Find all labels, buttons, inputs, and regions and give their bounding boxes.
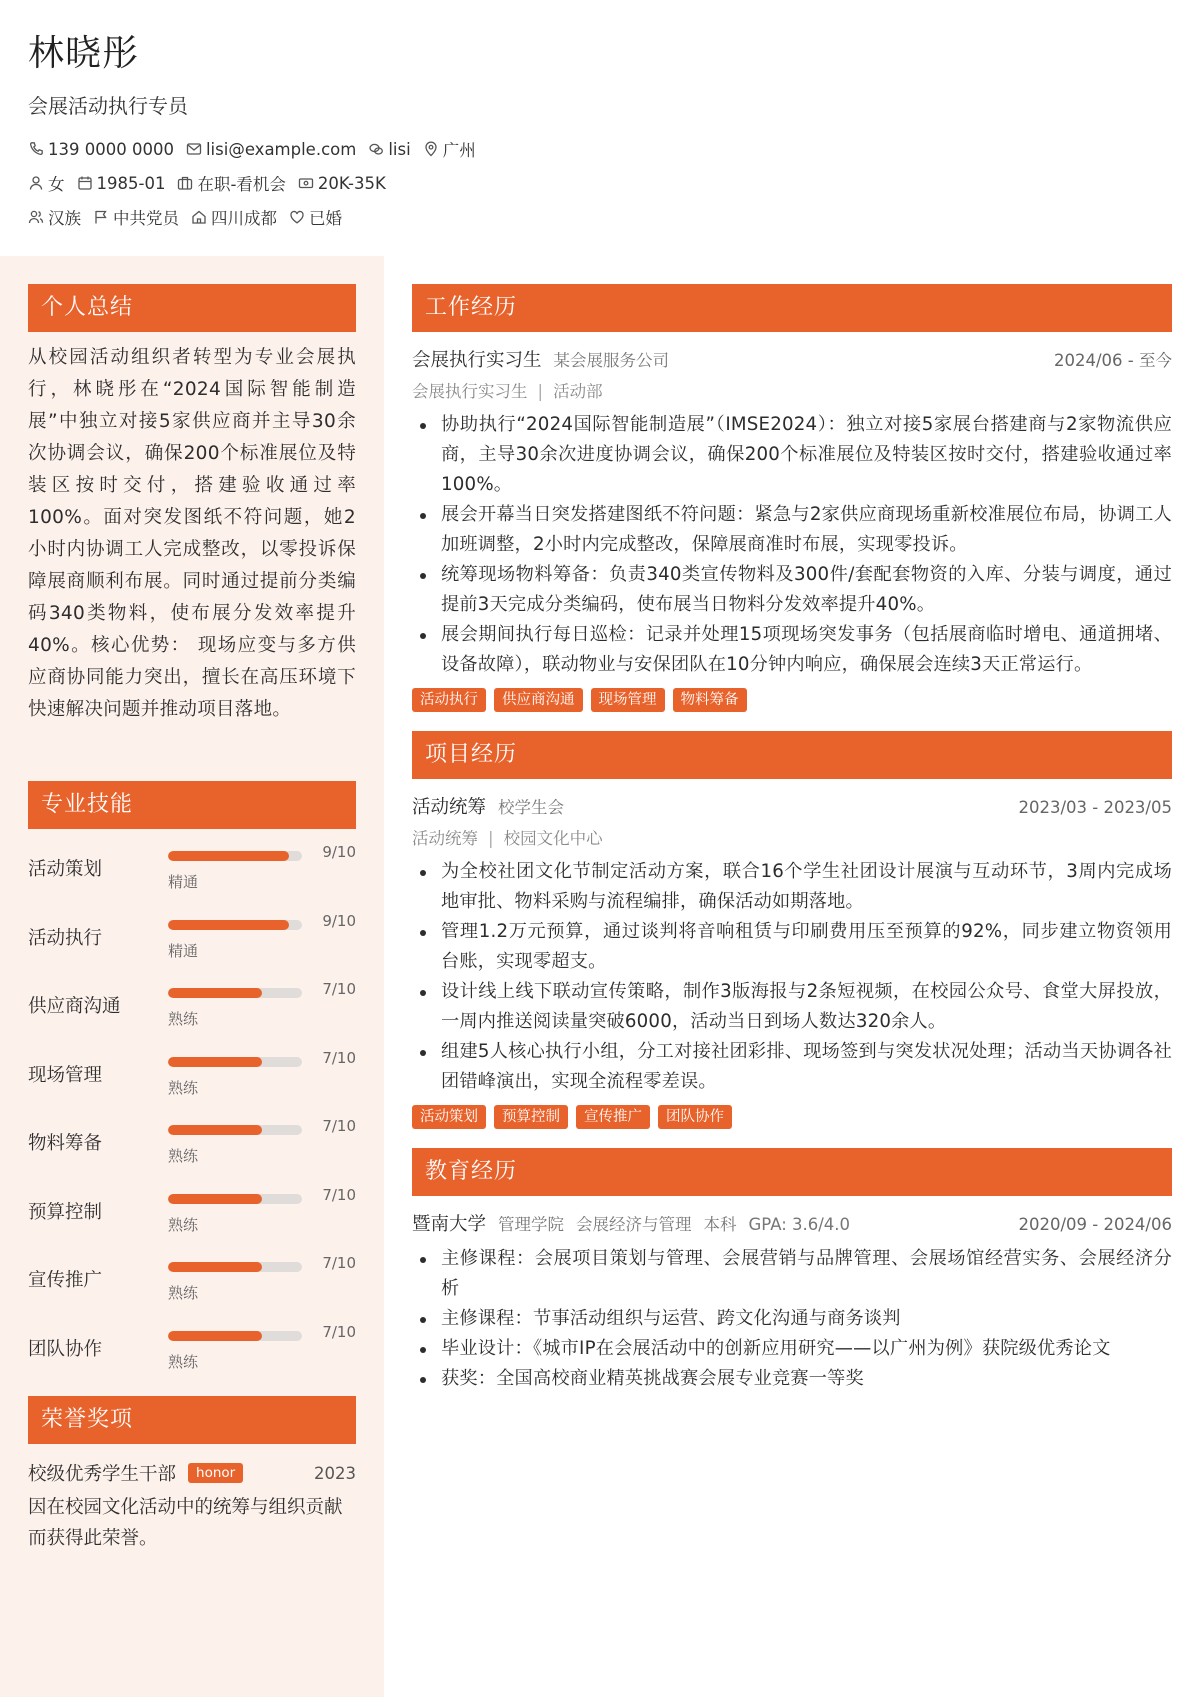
- skill-score: 7/10: [322, 1048, 356, 1067]
- politics-item: [93, 205, 179, 229]
- project-heading: 项目经历: [412, 731, 1172, 779]
- gender-text: 女: [48, 175, 65, 194]
- summary-section: [28, 284, 356, 726]
- personal-row: [28, 170, 1168, 196]
- main-column: [412, 284, 1172, 1394]
- skill-level: 熟练: [168, 1010, 199, 1028]
- gender-item: [28, 171, 65, 195]
- skill-row: [28, 1176, 356, 1245]
- work-tags: [412, 688, 1172, 712]
- project-date: 2023/03 - 2023/05: [1018, 798, 1172, 817]
- salary-text: 20K-35K: [317, 173, 386, 193]
- skill-row: [28, 1313, 356, 1382]
- list-item: 展会期间执行每日巡检：记录并处理15项现场突发事务（包括展商临时增电、通道拥堵、设备故障），联动物业与安保团队在10分钟内响应，确保展会连续3天正常运行。: [412, 620, 1172, 680]
- hometown-item: [191, 205, 277, 229]
- work-entry-head: [412, 346, 1172, 372]
- job-title: 会展活动执行专员: [28, 94, 188, 118]
- skill-score: 7/10: [322, 1254, 356, 1272]
- skills-heading: 专业技能: [28, 781, 356, 829]
- summary-heading: 个人总结: [28, 284, 356, 332]
- skill-bar: [168, 1194, 302, 1204]
- skill-level: 熟练: [168, 1147, 199, 1165]
- honor-tag: honor: [188, 1463, 243, 1483]
- marital-text: 已婚: [309, 209, 342, 228]
- project-tags: [412, 1105, 1172, 1129]
- email-item: [186, 140, 356, 159]
- skill-bar-fill: [168, 1057, 262, 1067]
- skills-section: [28, 781, 356, 1381]
- skill-level: 精通: [168, 941, 199, 960]
- skill-bar: [168, 1057, 302, 1067]
- group-icon: [28, 209, 44, 225]
- location-item: [423, 137, 476, 161]
- school-name: 暨南大学: [412, 1214, 487, 1235]
- list-item: 设计线上线下联动宣传策略，制作3版海报与2条短视频，在校园公众号、食堂大屏投放，一周内推送阅读量突破6000，活动当日到场人数达320余人。: [412, 977, 1172, 1037]
- person-icon: [28, 175, 44, 191]
- list-item: 协助执行“2024国际智能制造展”（IMSE2024）：独立对接5家展台搭建商与2家物流供应商，主导30余次进度协调会议，确保200个标准展位及特装区按时交付，搭建验收通过率100%。: [412, 410, 1172, 500]
- home-icon: [191, 209, 207, 225]
- project-org: 校学生会: [498, 798, 565, 817]
- skill-tag: 活动执行: [412, 688, 486, 712]
- location-icon: [423, 141, 439, 157]
- honor-name: 校级优秀学生干部: [28, 1464, 177, 1485]
- skill-name: 团队协作: [28, 1338, 103, 1360]
- skill-score: 7/10: [322, 1322, 356, 1341]
- marital-item: [289, 205, 342, 229]
- project-entry-head: [412, 793, 1172, 819]
- skill-row: [28, 1244, 356, 1313]
- skill-name: 物料筹备: [28, 1133, 103, 1154]
- skill-score: 9/10: [322, 911, 356, 930]
- contact-row: [28, 136, 1168, 162]
- honor-year: 2023: [314, 1463, 356, 1483]
- skill-tag: 团队协作: [658, 1105, 732, 1129]
- education-heading: 教育经历: [412, 1148, 1172, 1196]
- skill-tag: 活动策划: [412, 1105, 486, 1129]
- honors-heading: 荣誉奖项: [28, 1396, 356, 1444]
- mail-icon: [186, 141, 202, 157]
- skills-list: [28, 833, 356, 1381]
- background-row: [28, 204, 1168, 230]
- list-item: 毕业设计：《城市IP在会展活动中的创新应用研究——以广州为例》获院级优秀论文: [412, 1334, 1172, 1364]
- phone-text: 139 0000 0000: [48, 139, 174, 159]
- skill-bar-fill: [168, 1125, 262, 1135]
- skill-row: [28, 1039, 356, 1108]
- education-date: 2020/09 - 2024/06: [1018, 1215, 1172, 1234]
- education-bullets: [412, 1244, 1172, 1394]
- skill-name: 预算控制: [28, 1201, 103, 1223]
- skill-name: 供应商沟通: [28, 996, 121, 1017]
- gpa-text: GPA: 3.6/4.0: [748, 1215, 851, 1234]
- list-item: 统筹现场物料筹备：负责340类宣传物料及300件/套配套物资的入库、分装与调度，通过提前3天完成分类编码，使布展当日物料分发效率提升40%。: [412, 560, 1172, 620]
- skill-bar-fill: [168, 851, 289, 861]
- skill-bar-fill: [168, 1331, 262, 1341]
- honor-row: [28, 1460, 356, 1486]
- skill-score: 7/10: [322, 1185, 356, 1204]
- skill-name: 活动执行: [28, 927, 103, 949]
- work-section: [412, 284, 1172, 712]
- list-item: 主修课程：节事活动组织与运营、跨文化沟通与商务谈判: [412, 1304, 1172, 1334]
- skill-level: 熟练: [168, 1352, 199, 1371]
- major-name: 会展经济与管理: [576, 1215, 692, 1234]
- hometown-text: 四川成都: [211, 209, 277, 228]
- wechat-text: lisi: [388, 139, 411, 159]
- work-dept: 活动部: [553, 382, 603, 401]
- skill-bar-fill: [168, 988, 262, 998]
- separator: |: [537, 382, 544, 401]
- skill-tag: 宣传推广: [576, 1105, 650, 1129]
- skill-level: 熟练: [168, 1078, 199, 1097]
- skill-row: [28, 833, 356, 902]
- status-item: [177, 171, 285, 195]
- skill-bar: [168, 920, 302, 930]
- skill-tag: 供应商沟通: [494, 688, 583, 712]
- skill-row: [28, 902, 356, 971]
- project-section: [412, 731, 1172, 1129]
- summary-text: 从校园活动组织者转型为专业会展执行，林晓彤在“2024国际智能制造展”中独立对接5家供应商并主导30余次协调会议，确保200个标准展位及特装区按时交付，搭建验收通过率100%。面对突发图纸不符问题，她2小时内协调工人完成整改，以零投诉保障展商顺利布展。同时通过提前分类编码340类物料，使布展分发效率提升40%。核心优势： 现场应变与多方供应商协同能力突出，擅长在高压环境下快速解决问题并推动项目落地。: [28, 347, 356, 720]
- birth-text: 1985-01: [96, 173, 166, 193]
- ethnicity-item: [28, 205, 81, 229]
- education-section: [412, 1148, 1172, 1394]
- project-dept: 校园文化中心: [503, 829, 603, 848]
- skill-bar-fill: [168, 1262, 262, 1272]
- location-text: 广州: [442, 141, 476, 160]
- skill-level: 精通: [168, 873, 199, 891]
- skill-name: 活动策划: [28, 859, 103, 880]
- skill-level: 熟练: [168, 1284, 199, 1302]
- skill-bar-fill: [168, 1194, 262, 1204]
- work-date: 2024/06 - 至今: [1054, 351, 1172, 370]
- honors-section: [28, 1396, 356, 1554]
- candidate-name: 林晓彤: [28, 33, 140, 74]
- salary-item: [298, 174, 386, 193]
- phone-icon: [28, 141, 44, 157]
- skill-name: 宣传推广: [28, 1270, 103, 1291]
- calendar-icon: [77, 175, 93, 191]
- birth-item: [77, 174, 166, 193]
- wechat-icon: [368, 141, 384, 157]
- separator: |: [488, 829, 494, 848]
- flag-icon: [93, 209, 109, 225]
- skill-row: [28, 970, 356, 1039]
- skill-score: 7/10: [322, 1117, 356, 1135]
- skill-tag: 预算控制: [494, 1105, 568, 1129]
- skill-bar: [168, 988, 302, 998]
- ethnicity-text: 汉族: [48, 209, 81, 228]
- list-item: 主修课程：会展项目策划与管理、会展营销与品牌管理、会展场馆经营实务、会展经济分析: [412, 1244, 1172, 1304]
- skill-tag: 物料筹备: [673, 688, 747, 712]
- phone-item: [28, 140, 174, 159]
- list-item: 获奖：全国高校商业精英挑战赛会展专业竞赛一等奖: [412, 1364, 1172, 1394]
- skill-bar-fill: [168, 920, 289, 930]
- project-role-line: [412, 825, 1172, 849]
- degree-name: 本科: [703, 1215, 737, 1234]
- skill-bar: [168, 1125, 302, 1135]
- skill-score: 9/10: [322, 843, 356, 861]
- project-bullets: [412, 857, 1172, 1097]
- resume-header: [28, 28, 1168, 230]
- list-item: 管理1.2万元预算，通过谈判将音响租赁与印刷费用压至预算的92%，同步建立物资领用台账，实现零超支。: [412, 917, 1172, 977]
- list-item: 展会开幕当日突发搭建图纸不符问题：紧急与2家供应商现场重新校准展位布局，协调工人加班调整，2小时内完成整改，保障展商准时布展，实现零投诉。: [412, 500, 1172, 560]
- list-item: 为全校社团文化节制定活动方案，联合16个学生社团设计展演与互动环节，3周内完成场地审批、物料采购与流程编排，确保活动如期落地。: [412, 857, 1172, 917]
- work-heading: 工作经历: [412, 284, 1172, 332]
- skill-bar: [168, 1331, 302, 1341]
- skill-tag: 现场管理: [591, 688, 665, 712]
- work-role: 会展执行实习生: [412, 382, 528, 401]
- skill-score: 7/10: [322, 980, 356, 998]
- skill-row: [28, 1107, 356, 1176]
- wechat-item: [368, 140, 410, 159]
- heart-icon: [289, 209, 305, 225]
- skill-name: 现场管理: [28, 1064, 103, 1086]
- list-item: 组建5人核心执行小组，分工对接社团彩排、现场签到与突发状况处理；活动当天协调各社团错峰演出，实现全流程零差误。: [412, 1037, 1172, 1097]
- briefcase-icon: [177, 175, 193, 191]
- skill-bar: [168, 1262, 302, 1272]
- education-entry-head: [412, 1210, 1172, 1236]
- work-company: 某会展服务公司: [553, 351, 670, 370]
- work-role-line: [412, 378, 1172, 402]
- email-text: lisi@example.com: [205, 139, 357, 159]
- work-bullets: [412, 410, 1172, 680]
- salary-icon: [298, 175, 314, 191]
- project-title: 活动统筹: [412, 797, 487, 818]
- college-name: 管理学院: [498, 1215, 565, 1234]
- skill-level: 熟练: [168, 1215, 199, 1234]
- project-role: 活动统筹: [412, 829, 478, 848]
- skill-bar: [168, 851, 302, 861]
- honor-desc: 因在校园文化活动中的统筹与组织贡献而获得此荣誉。: [28, 1497, 343, 1549]
- work-title: 会展执行实习生: [412, 350, 542, 371]
- politics-text: 中共党员: [113, 209, 179, 228]
- status-text: 在职-看机会: [197, 175, 286, 194]
